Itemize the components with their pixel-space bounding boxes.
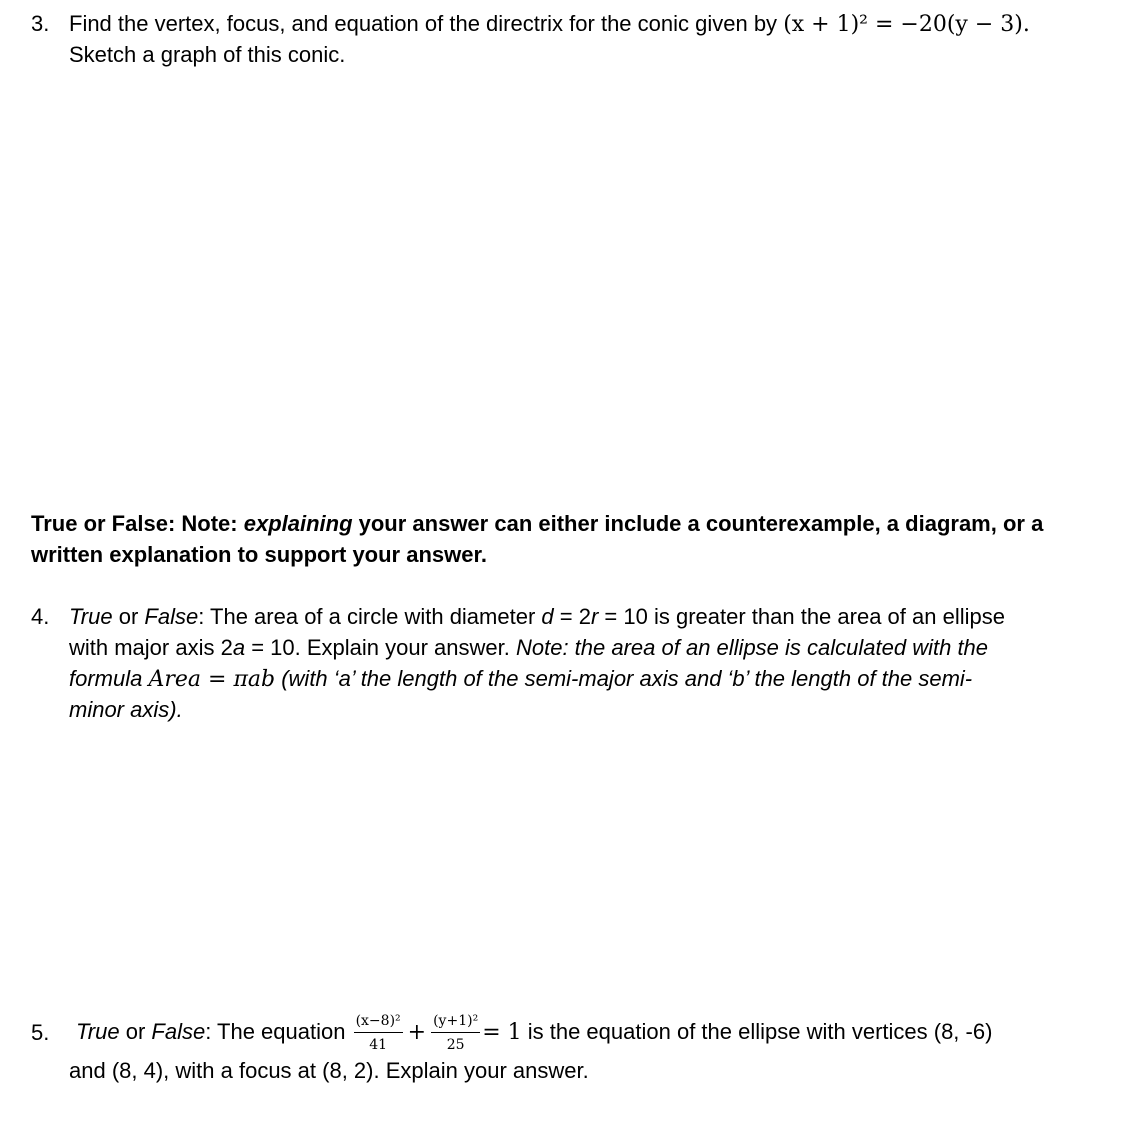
or-word: or: [112, 604, 145, 629]
q4-formula-desc: (with ‘a’ the length of the semi-major axis and ‘b’ the length of the semi-: [275, 666, 973, 691]
heading-emphasis: explaining: [243, 511, 353, 536]
q4-formula-lead: formula: [69, 666, 149, 691]
question-4-line-4: minor axis).: [69, 697, 183, 722]
question-4-line-3: [69, 664, 972, 695]
question-3-number: 3.: [31, 11, 50, 36]
var-r: r: [590, 604, 599, 629]
heading-rest-1: your answer can either include a counterexample, a diagram, or a: [352, 511, 1044, 536]
var-a: a: [232, 635, 246, 660]
question-5-number: 5.: [31, 1020, 50, 1045]
fraction-x-denominator: 41: [369, 1037, 388, 1054]
true-false-heading-line-2: written explanation to support your answer.: [31, 542, 487, 567]
question-3-text: Find the vertex, focus, and equation of the directrix for the conic given by: [69, 11, 784, 36]
true-word: True: [76, 1019, 120, 1044]
question-5-line-1: [76, 1004, 992, 1061]
q4-text-d: with major axis 2: [69, 635, 233, 660]
fraction-y-denominator: 25: [446, 1037, 465, 1054]
q4-text-e: = 10. Explain your answer.: [245, 635, 516, 660]
q5-text-a: : The equation: [205, 1019, 352, 1044]
question-3-equation: (x + 1)² = −20(y − 3).: [783, 12, 1030, 37]
q4-text-a: : The area of a circle with diameter: [198, 604, 542, 629]
fraction-y: [431, 1012, 480, 1054]
fraction-x: [354, 1012, 403, 1054]
heading-lead: True or False: Note:: [31, 511, 244, 536]
q5-text-b: is the equation of the ellipse with vertices (8, -6): [521, 1019, 993, 1044]
var-d: d: [541, 604, 554, 629]
true-false-heading-line-1: [31, 509, 1043, 539]
true-word: True: [69, 604, 113, 629]
fraction-y-numerator: (y+1)²: [431, 1012, 480, 1033]
q4-text-b: = 2: [553, 604, 591, 629]
q4-note: Note: the area of an ellipse is calculated with the: [515, 635, 989, 660]
or-word: or: [119, 1019, 152, 1044]
equation-rhs: = 1: [482, 1020, 522, 1045]
plus-sign: +: [407, 1020, 427, 1045]
question-4-number: 4.: [31, 604, 50, 629]
q4-text-c: = 10 is greater than the area of an ellipse: [598, 604, 1005, 629]
false-word: False: [144, 604, 199, 629]
question-3-line-2: Sketch a graph of this conic.: [69, 42, 346, 67]
question-4-line-2: [69, 633, 988, 663]
question-3-line-1: [69, 9, 1030, 40]
question-4-line-1: [69, 602, 1005, 632]
fraction-x-numerator: (x−8)²: [354, 1012, 403, 1033]
false-word: False: [151, 1019, 206, 1044]
question-5-line-2: and (8, 4), with a focus at (8, 2). Explain your answer.: [69, 1058, 589, 1083]
area-formula: Area = πab: [148, 667, 276, 692]
